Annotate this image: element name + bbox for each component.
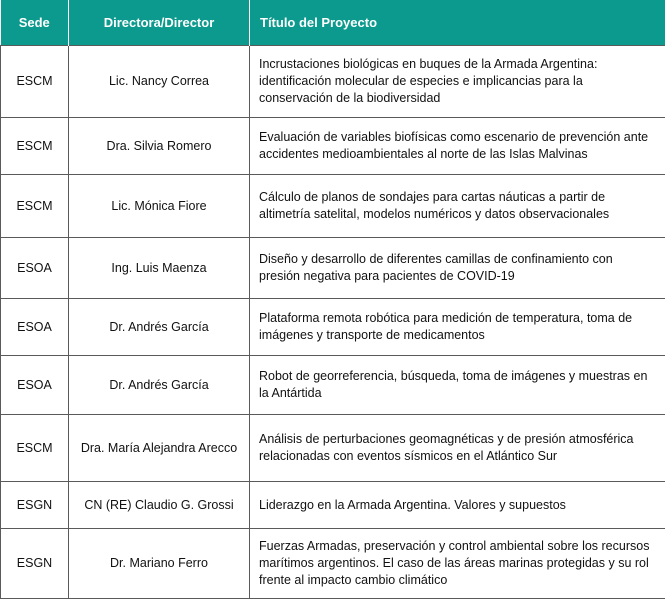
director-cell: Dr. Mariano Ferro	[69, 529, 250, 599]
sede-cell: ESGN	[1, 482, 69, 529]
sede-cell: ESCM	[1, 415, 69, 482]
sede-cell: ESOA	[1, 356, 69, 415]
titulo-cell: Análisis de perturbaciones geomagnéticas y de presión atmosférica relacionadas con eventos sísmicos en el Atlántico Sur	[250, 415, 665, 482]
table-row	[1, 356, 665, 415]
director-cell: Dr. Andrés García	[69, 299, 250, 356]
titulo-cell: Evaluación de variables biofísicas como escenario de prevención ante accidentes medioambientales al norte de las Islas Malvinas	[250, 118, 665, 175]
director-cell: Dr. Andrés García	[69, 356, 250, 415]
sede-cell: ESOA	[1, 238, 69, 299]
titulo-cell: Liderazgo en la Armada Argentina. Valores y supuestos	[250, 482, 665, 529]
director-cell: CN (RE) Claudio G. Grossi	[69, 482, 250, 529]
table-row	[1, 529, 665, 599]
table-row	[1, 299, 665, 356]
titulo-cell: Robot de georreferencia, búsqueda, toma de imágenes y muestras en la Antártida	[250, 356, 665, 415]
table-row	[1, 238, 665, 299]
table-row	[1, 175, 665, 238]
director-cell: Lic. Nancy Correa	[69, 46, 250, 118]
table-row	[1, 415, 665, 482]
table-body	[1, 46, 665, 599]
table-row	[1, 482, 665, 529]
titulo-cell: Cálculo de planos de sondajes para cartas náuticas a partir de altimetría satelital, modelos numéricos y datos observacionales	[250, 175, 665, 238]
sede-cell: ESOA	[1, 299, 69, 356]
sede-cell: ESCM	[1, 46, 69, 118]
titulo-cell: Fuerzas Armadas, preservación y control ambiental sobre los recursos marítimos argentinos. El caso de las áreas marinas protegidas y su rol frente al impacto cambio climático	[250, 529, 665, 599]
director-cell: Dra. Silvia Romero	[69, 118, 250, 175]
table-row	[1, 118, 665, 175]
header-directora-director: Directora/Director	[69, 0, 250, 46]
titulo-cell: Incrustaciones biológicas en buques de la Armada Argentina: identificación molecular de especies e implicancias para la conservación de la biodiversidad	[250, 46, 665, 118]
titulo-cell: Diseño y desarrollo de diferentes camillas de confinamiento con presión negativa para pacientes de COVID-19	[250, 238, 665, 299]
table-header	[1, 0, 665, 46]
titulo-cell: Plataforma remota robótica para medición de temperatura, toma de imágenes y transporte de medicamentos	[250, 299, 665, 356]
sede-cell: ESCM	[1, 118, 69, 175]
director-cell: Lic. Mónica Fiore	[69, 175, 250, 238]
director-cell: Ing. Luis Maenza	[69, 238, 250, 299]
header-sede: Sede	[1, 0, 69, 46]
director-cell: Dra. María Alejandra Arecco	[69, 415, 250, 482]
sede-cell: ESCM	[1, 175, 69, 238]
table-row	[1, 46, 665, 118]
header-titulo-proyecto: Título del Proyecto	[250, 0, 665, 46]
sede-cell: ESGN	[1, 529, 69, 599]
